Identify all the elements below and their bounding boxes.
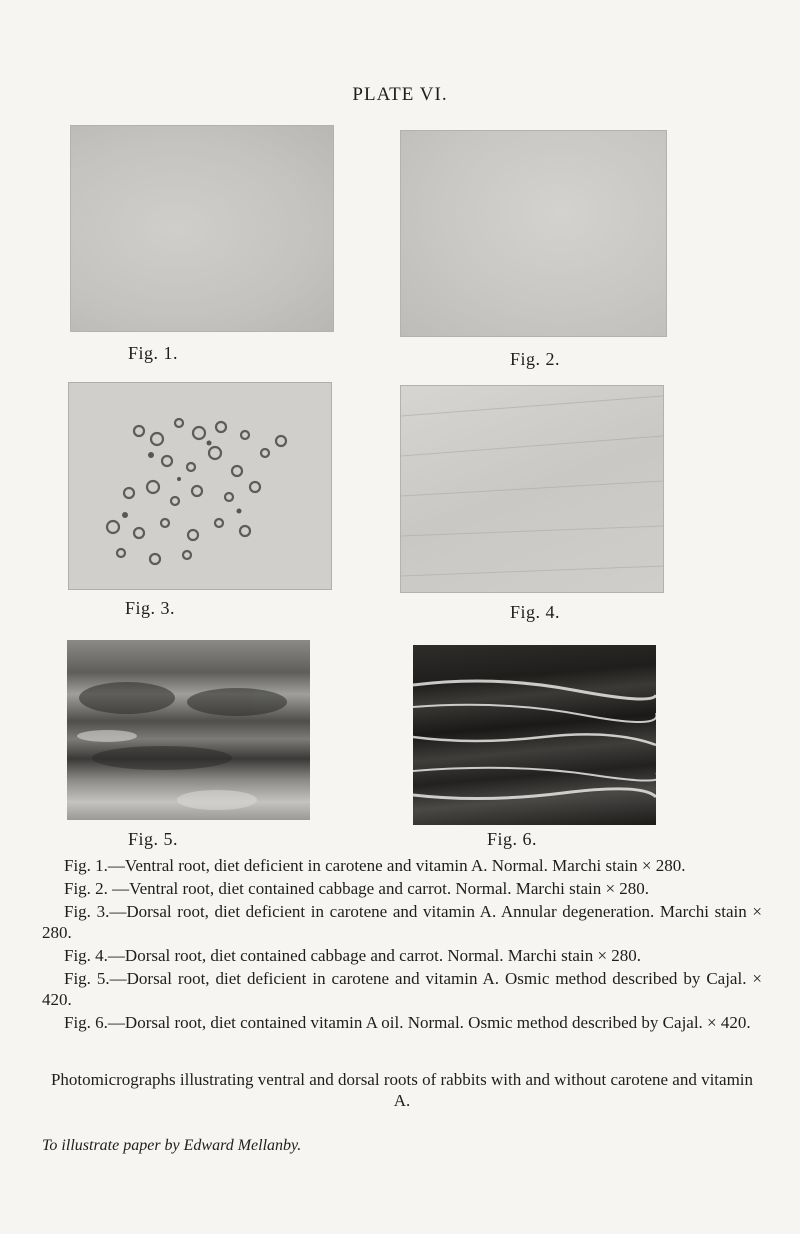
plate-title: PLATE VI. — [352, 84, 448, 105]
figure-3-caption: Fig. 3. — [125, 598, 176, 618]
figure-3-photo — [68, 382, 332, 590]
plate-summary: Photomicrographs illustrating ventral and dorsal roots of rabbits with and without carotene and vitamin A. — [50, 1070, 754, 1110]
figure-1-caption: Fig. 1. — [128, 343, 179, 363]
figure-4-caption: Fig. 4. — [510, 602, 561, 622]
figure-4-photo — [400, 385, 664, 593]
legend-item: Fig. 2. —Ventral root, diet contained cabbage and carrot. Normal. Marchi stain × 280. — [64, 879, 650, 898]
legend-item: Fig. 6.—Dorsal root, diet contained vitamin A oil. Normal. Osmic method described by Cajal. × 420. — [64, 1013, 751, 1032]
figure-legend — [42, 855, 762, 1035]
figure-5-caption: Fig. 5. — [128, 829, 179, 849]
figure-6-caption: Fig. 6. — [487, 829, 538, 849]
figure-2-caption: Fig. 2. — [510, 349, 561, 369]
attribution: To illustrate paper by Edward Mellanby. — [42, 1137, 302, 1154]
figure-2-photo — [400, 130, 667, 337]
legend-item: Fig. 4.—Dorsal root, diet contained cabbage and carrot. Normal. Marchi stain × 280. — [64, 946, 642, 965]
legend-item: Fig. 1.—Ventral root, diet deficient in carotene and vitamin A. Normal. Marchi stain × 280. — [64, 856, 686, 875]
legend-item: Fig. 3.—Dorsal root, diet deficient in carotene and vitamin A. Annular degeneration. Marchi stain × 280. — [42, 902, 762, 942]
figure-1-photo — [70, 125, 334, 332]
legend-item: Fig. 5.—Dorsal root, diet deficient in carotene and vitamin A. Osmic method described by Cajal. × 420. — [42, 969, 762, 1009]
figure-6-photo — [413, 645, 656, 825]
figure-5-photo — [67, 640, 310, 820]
